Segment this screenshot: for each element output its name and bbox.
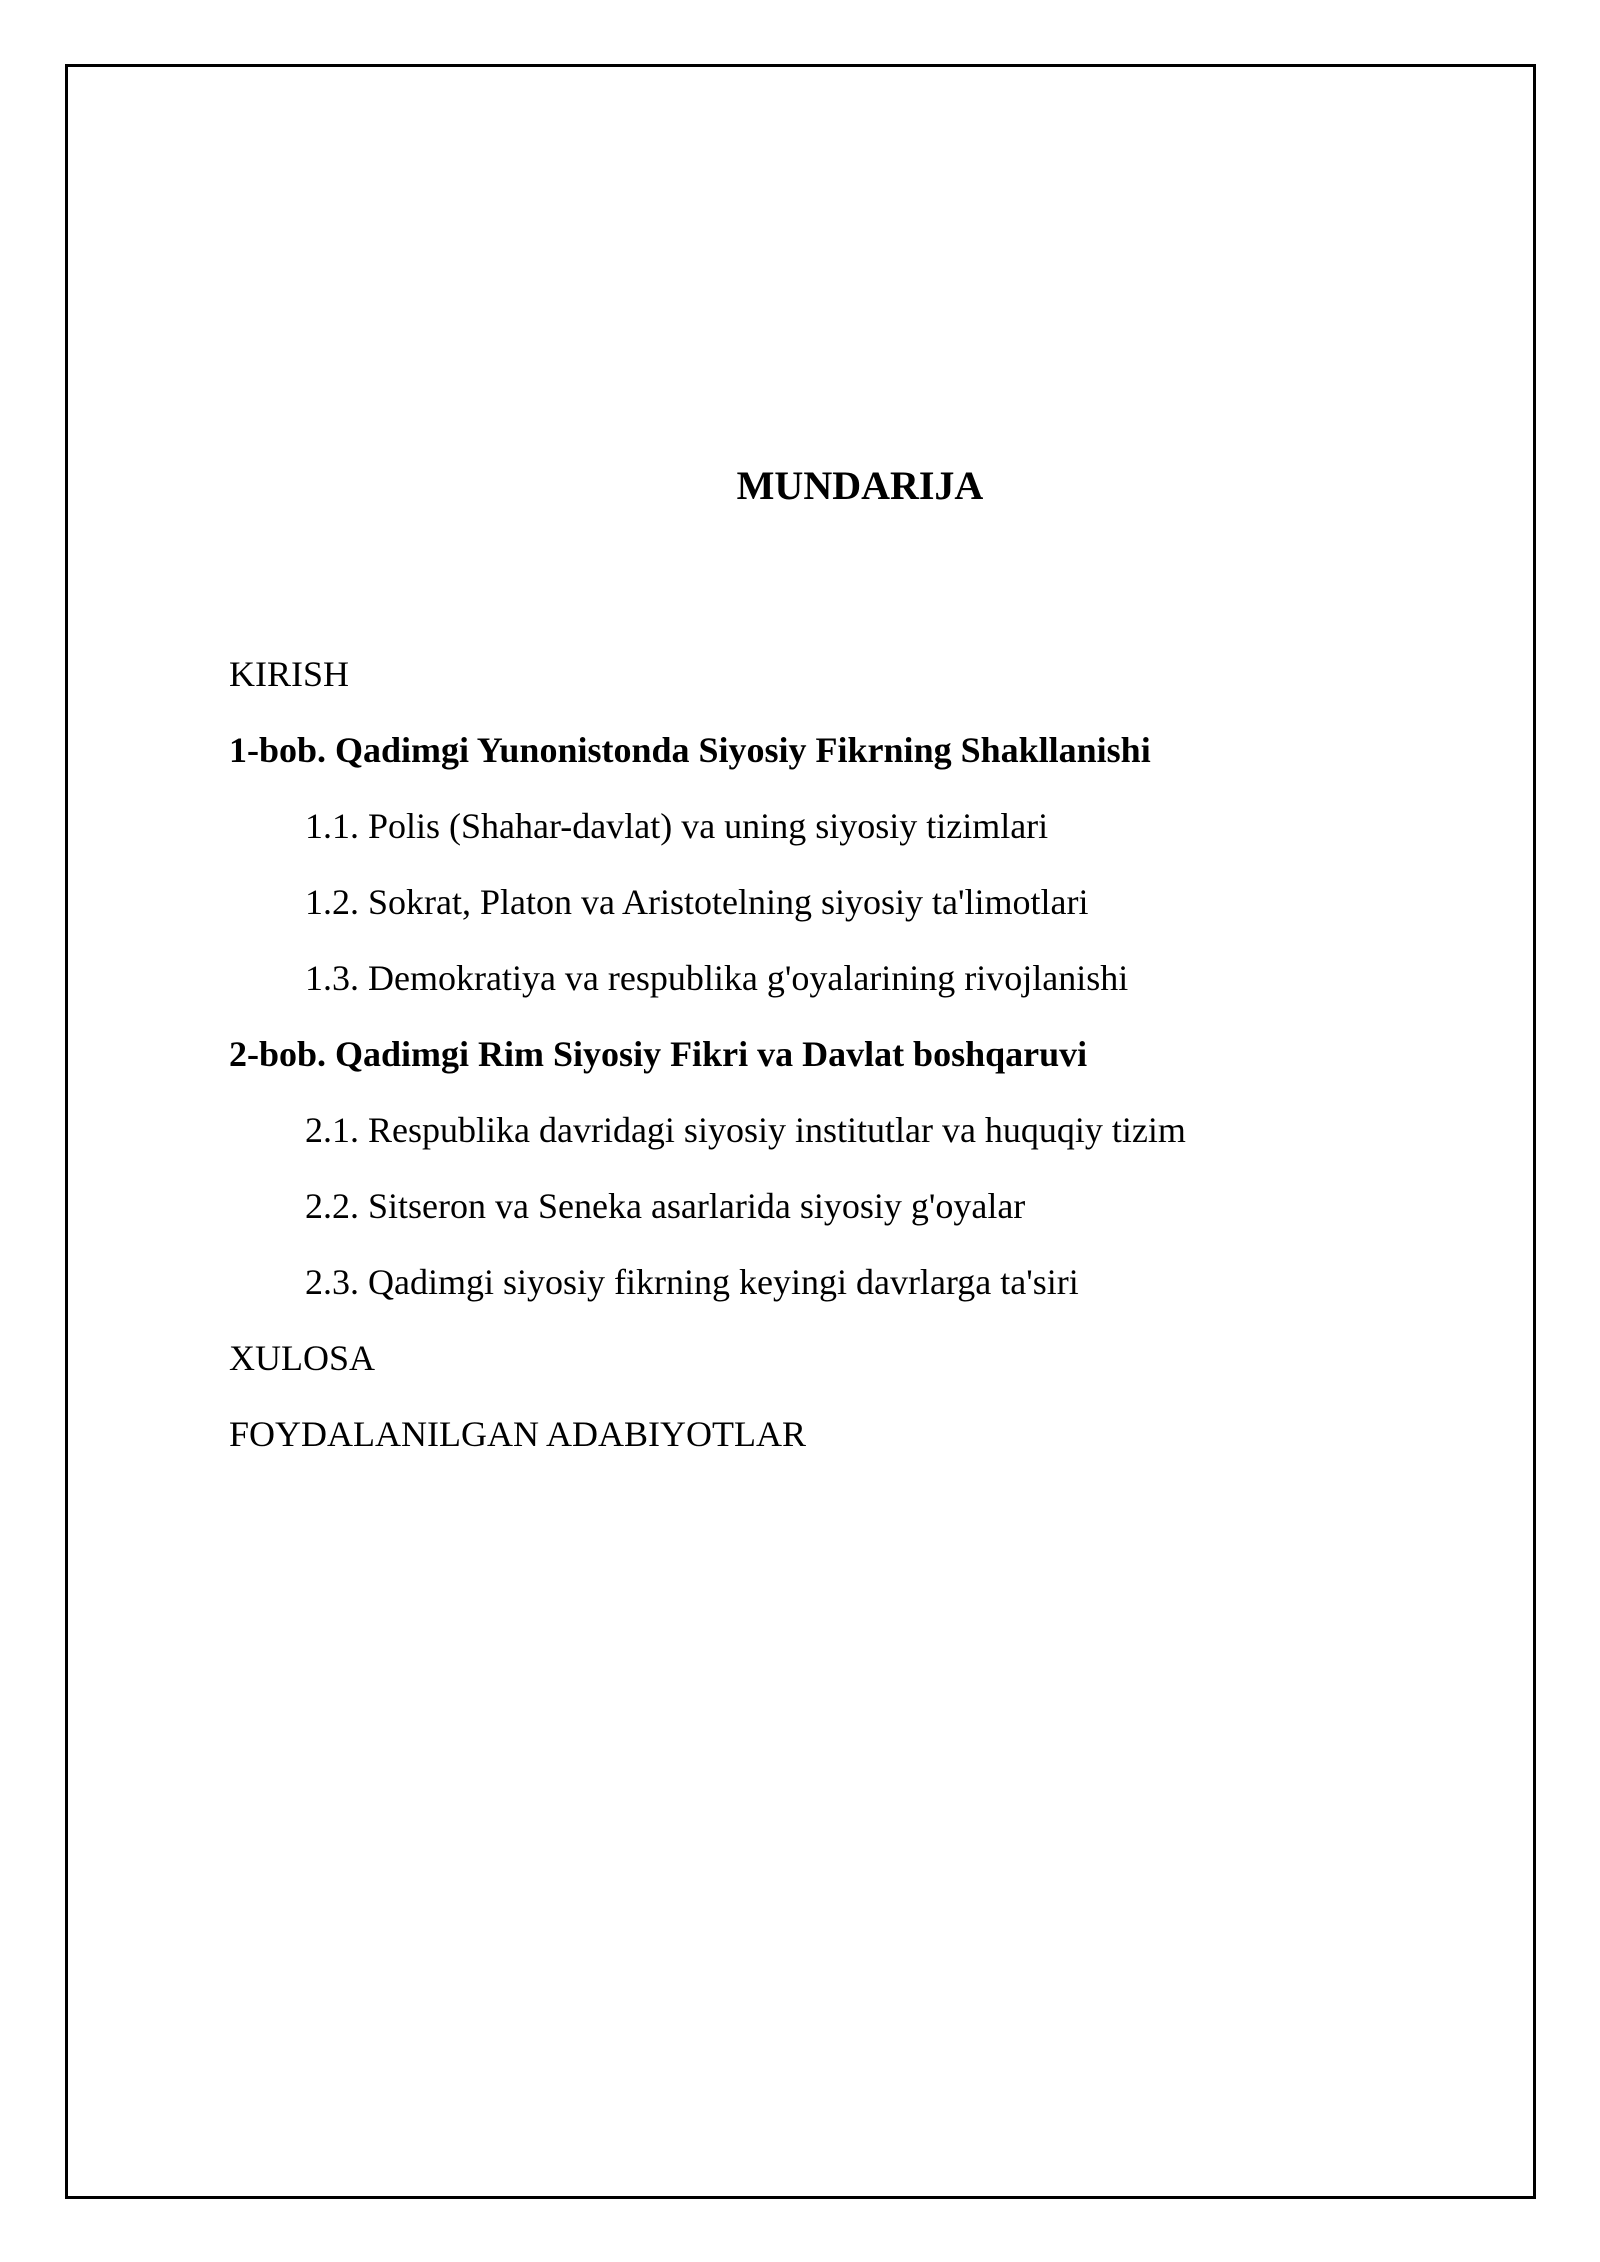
toc-section-1-3: 1.3. Demokratiya va respublika g'oyalarining rivojlanishi	[305, 958, 1129, 998]
toc-section-2-3: 2.3. Qadimgi siyosiy fikrning keyingi davrlarga ta'siri	[305, 1262, 1079, 1302]
toc-entry-references: FOYDALANILGAN ADABIYOTLAR	[229, 1414, 806, 1454]
toc-chapter-2: 2-bob. Qadimgi Rim Siyosiy Fikri va Davlat boshqaruvi	[229, 1034, 1088, 1074]
toc-section-1-1: 1.1. Polis (Shahar-davlat) va uning siyosiy tizimlari	[305, 806, 1049, 846]
toc-section-1-2: 1.2. Sokrat, Platon va Aristotelning siyosiy ta'limotlari	[305, 882, 1089, 922]
toc-entry-xulosa: XULOSA	[229, 1338, 376, 1378]
toc-chapter-1: 1-bob. Qadimgi Yunonistonda Siyosiy Fikrning Shakllanishi	[229, 730, 1151, 770]
toc-entry-kirish: KIRISH	[229, 654, 350, 694]
toc-section-2-1: 2.1. Respublika davridagi siyosiy institutlar va huquqiy tizim	[305, 1110, 1186, 1150]
page-title: MUNDARIJA	[736, 463, 984, 508]
table-of-contents	[229, 636, 1429, 1472]
toc-section-2-2: 2.2. Sitseron va Seneka asarlarida siyosiy g'oyalar	[305, 1186, 1026, 1226]
